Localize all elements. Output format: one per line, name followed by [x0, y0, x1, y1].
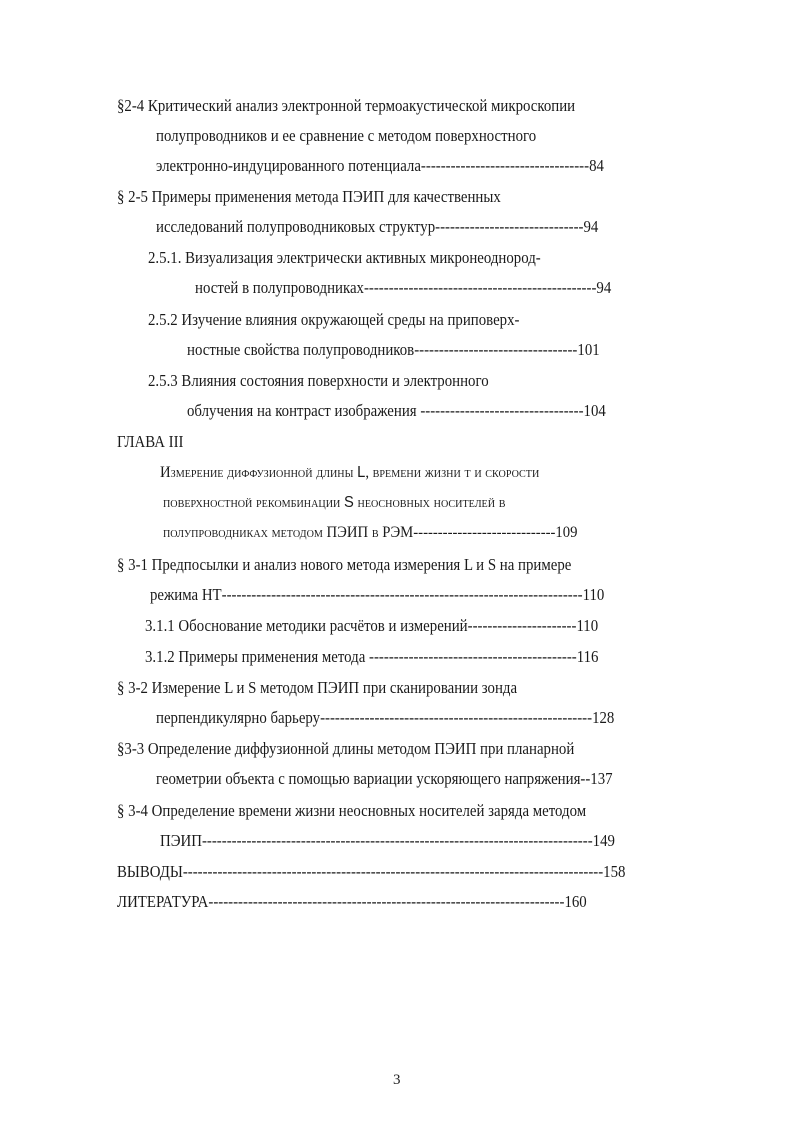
toc-text: 3.1.1 Обоснование методики расчётов и измерений----------------------	[145, 616, 577, 635]
toc-entry-2-4-line-1	[117, 96, 575, 116]
toc-text: облучения на контраст изображения ---------------------------------	[187, 401, 584, 420]
toc-text: Измерение диффузионной длины	[160, 464, 358, 481]
toc-page-number: 110	[582, 585, 605, 604]
toc-text: , времени жизни τ и скорости	[365, 464, 540, 481]
toc-text: поверхностной рекомбинации	[163, 494, 345, 511]
toc-entry-2-5-line-2	[156, 217, 598, 237]
toc-entry-2-5-1-line-1	[148, 248, 541, 268]
toc-page-number: 104	[583, 401, 606, 420]
toc-text: ЛИТЕРАТУРА------------------------------------------------------------------------	[117, 892, 565, 911]
toc-entry-2-5-1-line-2	[195, 278, 611, 298]
toc-page-number: 101	[577, 340, 600, 359]
toc-text: § 3-1 Предпосылки и анализ нового метода измерения L и S на примере	[117, 555, 572, 574]
toc-entry-3-1-1	[145, 616, 598, 636]
toc-text: 2.5.2 Изучение влияния окружающей среды на приповерх-	[148, 310, 520, 329]
toc-entry-2-5-3-line-2	[187, 401, 606, 421]
toc-text: электронно-индуцированного потенциала----------------------------------	[156, 156, 590, 175]
toc-entry-conclusions	[117, 862, 625, 882]
toc-text: ностные свойства полупроводников---------------------------------	[187, 340, 578, 359]
toc-entry-3-1-line-1	[117, 555, 571, 575]
toc-page-number: 149	[592, 831, 615, 850]
toc-text: § 2-5 Примеры применения метода ПЭИП для качественных	[117, 187, 501, 206]
page-number: 3	[393, 1072, 401, 1088]
toc-text: геометрии объекта с помощью вариации ускоряющего напряжения--	[156, 769, 591, 788]
toc-text: исследований полупроводниковых структур------------------------------	[156, 217, 584, 236]
chapter-title-line-1	[160, 463, 539, 483]
toc-page-number: 110	[576, 616, 599, 635]
toc-text: неосновных носителей в	[353, 494, 506, 511]
toc-page-number: 128	[592, 708, 615, 727]
toc-text: полупроводниках методом ПЭИП в РЭМ-----------------------------	[163, 524, 556, 541]
chapter-label: ГЛАВА III	[117, 432, 184, 451]
chapter-title-line-2	[163, 493, 505, 513]
toc-entry-3-4-line-2	[160, 831, 615, 851]
symbol-L: L	[357, 464, 366, 481]
toc-text: перпендикулярно барьеру-------------------------------------------------------	[156, 708, 593, 727]
toc-entry-3-1-2	[145, 647, 598, 667]
toc-text: 2.5.1. Визуализация электрически активных микронеоднород-	[148, 248, 541, 267]
toc-entry-2-5-2-line-2	[187, 340, 600, 360]
chapter-title-line-3	[163, 523, 578, 543]
toc-entry-3-1-line-2	[150, 585, 604, 605]
toc-text: §2-4 Критический анализ электронной термоакустической микроскопии	[117, 96, 576, 115]
toc-text: 2.5.3 Влияния состояния поверхности и электронного	[148, 371, 489, 390]
chapter-heading	[117, 432, 184, 452]
toc-page-number: 94	[596, 278, 612, 297]
toc-page-number: 94	[583, 217, 599, 236]
toc-text: § 3-2 Измерение L и S методом ПЭИП при сканировании зонда	[117, 678, 518, 697]
toc-entry-2-4-line-3	[156, 156, 604, 176]
toc-entry-3-2-line-1	[117, 678, 517, 698]
symbol-S: S	[344, 494, 354, 511]
toc-page-number: 116	[576, 647, 599, 666]
toc-text: 3.1.2 Примеры применения метода ------------------------------------------	[145, 647, 577, 666]
toc-entry-2-5-2-line-1	[148, 310, 519, 330]
toc-entry-3-2-line-2	[156, 708, 614, 728]
toc-entry-references	[117, 892, 587, 912]
toc-page-number: 158	[603, 862, 626, 881]
toc-page-number: 137	[590, 769, 613, 788]
toc-page-number: 160	[564, 892, 587, 911]
toc-text: полупроводников и ее сравнение с методом поверхностного	[156, 126, 537, 145]
toc-entry-2-4-line-2	[156, 126, 536, 146]
toc-entry-3-3-line-2	[156, 769, 613, 789]
toc-text: ПЭИП-------------------------------------------------------------------------------	[160, 831, 593, 850]
toc-page-number: 84	[589, 156, 604, 175]
toc-entry-2-5-3-line-1	[148, 371, 489, 391]
toc-entry-2-5-line-1	[117, 187, 501, 207]
toc-text: §3-3 Определение диффузионной длины методом ПЭИП при планарной	[117, 739, 575, 758]
toc-entry-3-4-line-1	[117, 801, 586, 821]
toc-text: ностей в полупроводниках-----------------------------------------------	[195, 278, 597, 297]
toc-entry-3-3-line-1	[117, 739, 574, 759]
toc-page-number: 109	[555, 524, 578, 541]
toc-text: § 3-4 Определение времени жизни неосновных носителей заряда методом	[117, 801, 587, 820]
toc-text: ВЫВОДЫ-------------------------------------------------------------------------------------	[117, 862, 604, 881]
toc-text: режима НТ-------------------------------------------------------------------------	[150, 585, 583, 604]
